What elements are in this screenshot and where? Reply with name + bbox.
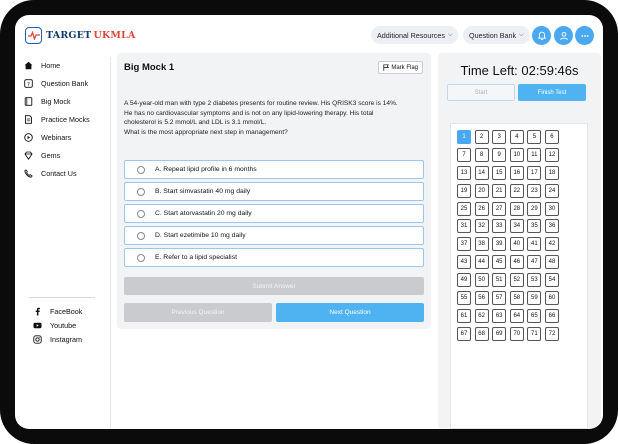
next-question-button[interactable]: Next Question	[276, 303, 424, 322]
brand-name-part1: TARGET	[46, 30, 92, 41]
sidebar-item-label: Gems	[41, 151, 61, 160]
question-number-button[interactable]: 9	[492, 148, 506, 162]
question-number-button[interactable]: 56	[475, 291, 489, 305]
sidebar	[15, 57, 111, 429]
sidebar-item-label: Practice Mocks	[41, 115, 90, 124]
question-number-button[interactable]: 31	[457, 219, 471, 233]
question-line: What is the most appropriate next step in management?	[124, 128, 288, 136]
question-number-button[interactable]: 27	[492, 202, 506, 216]
question-number-button[interactable]: 34	[510, 219, 524, 233]
question-number-button[interactable]: 52	[510, 273, 524, 287]
social-link-facebook[interactable]	[33, 307, 82, 316]
submit-answer-button[interactable]: Submit Answer	[124, 277, 424, 295]
question-number-button[interactable]: 51	[492, 273, 506, 287]
question-number-button[interactable]: 59	[527, 291, 541, 305]
question-number-button[interactable]: 44	[475, 255, 489, 269]
question-line: cholesterol is 5.2 mmol/L and LDL is 3.1 mmol/L.	[124, 119, 267, 126]
answer-option-e[interactable]	[124, 248, 424, 267]
question-number-button[interactable]: 71	[527, 327, 541, 341]
question-number-button[interactable]: 24	[545, 184, 559, 198]
more-button[interactable]	[575, 26, 594, 45]
sidebar-item-big-mock[interactable]	[24, 97, 71, 106]
question-number-button[interactable]: 1	[457, 130, 471, 144]
social-label: Instagram	[50, 335, 82, 344]
question-number-button[interactable]: 64	[510, 309, 524, 323]
time-left-display: Time Left: 02:59:46s	[460, 63, 579, 78]
question-number-button[interactable]: 12	[545, 148, 559, 162]
question-number-button[interactable]: 54	[545, 273, 559, 287]
question-number-button[interactable]: 5	[527, 130, 541, 144]
question-number-button[interactable]: 7	[457, 148, 471, 162]
test-navigator-panel	[438, 53, 601, 429]
question-number-button[interactable]: 35	[527, 219, 541, 233]
profile-button[interactable]	[554, 26, 573, 45]
sidebar-item-practice-mocks[interactable]	[24, 115, 90, 124]
brand-name-part2: UKMLA	[93, 30, 136, 41]
option-label: B. Start simvastatin 40 mg daily	[155, 188, 251, 195]
question-number-button[interactable]: 8	[475, 148, 489, 162]
question-navigator	[450, 123, 588, 429]
question-number-button[interactable]: 66	[545, 309, 559, 323]
question-number-button[interactable]: 38	[475, 237, 489, 251]
social-divider	[29, 297, 95, 298]
radio-button[interactable]	[137, 232, 145, 240]
brand-logo[interactable]	[25, 27, 136, 44]
previous-question-button[interactable]: Previous Question	[124, 303, 272, 322]
question-stem	[124, 99, 424, 137]
question-number-button[interactable]: 6	[545, 130, 559, 144]
question-number-button[interactable]: 10	[510, 148, 524, 162]
radio-button[interactable]	[137, 166, 145, 174]
question-number-button[interactable]: 72	[545, 327, 559, 341]
question-number-button[interactable]: 26	[475, 202, 489, 216]
sidebar-item-label: Question Bank	[41, 79, 89, 88]
question-number-button[interactable]: 49	[457, 273, 471, 287]
finish-test-button[interactable]: Finish Test	[518, 84, 586, 101]
radio-button[interactable]	[137, 254, 145, 262]
option-label: A. Repeat lipid profile in 6 months	[155, 166, 257, 173]
question-number-button[interactable]: 14	[475, 166, 489, 180]
question-bank-label: Question Bank	[469, 30, 517, 40]
question-number-button[interactable]: 32	[475, 219, 489, 233]
question-number-button[interactable]: 39	[492, 237, 506, 251]
question-number-button[interactable]: 67	[457, 327, 471, 341]
question-number-button[interactable]: 42	[545, 237, 559, 251]
question-number-button[interactable]: 55	[457, 291, 471, 305]
top-header	[15, 15, 603, 57]
notifications-button[interactable]	[532, 26, 551, 45]
sidebar-item-question-bank[interactable]	[24, 79, 88, 88]
user-icon	[559, 31, 569, 41]
mark-flag-label: Mark Flag	[391, 64, 418, 71]
answer-option-c[interactable]	[124, 204, 424, 223]
question-number-button[interactable]: 37	[457, 237, 471, 251]
question-number-button[interactable]: 57	[492, 291, 506, 305]
sidebar-item-contact-us[interactable]	[24, 169, 77, 178]
flag-icon	[383, 64, 389, 71]
question-number-button[interactable]: 20	[475, 184, 489, 198]
sidebar-item-label: Home	[41, 61, 61, 70]
svg-text:?: ?	[27, 81, 30, 88]
social-label: Youtube	[50, 321, 77, 330]
answer-option-b[interactable]	[124, 182, 424, 201]
more-icon	[580, 31, 590, 41]
question-number-button[interactable]: 2	[475, 130, 489, 144]
question-number-button[interactable]: 3	[492, 130, 506, 144]
question-number-button[interactable]: 58	[510, 291, 524, 305]
question-number-button[interactable]: 33	[492, 219, 506, 233]
question-number-button[interactable]: 61	[457, 309, 471, 323]
question-number-button[interactable]: 46	[510, 255, 524, 269]
social-label: FaceBook	[50, 307, 83, 316]
facebook-icon	[33, 307, 42, 316]
question-number-button[interactable]: 16	[510, 166, 524, 180]
question-number-button[interactable]: 13	[457, 166, 471, 180]
question-number-button[interactable]: 41	[527, 237, 541, 251]
page-title: Big Mock 1	[124, 62, 175, 73]
document-icon	[24, 115, 33, 124]
option-label: D. Start ezetimibe 10 mg daily	[155, 232, 246, 239]
phone-icon	[24, 169, 33, 178]
question-number-button[interactable]: 30	[545, 202, 559, 216]
question-number-button[interactable]: 43	[457, 255, 471, 269]
question-number-button[interactable]: 19	[457, 184, 471, 198]
question-number-button[interactable]: 29	[527, 202, 541, 216]
answer-option-a[interactable]	[124, 160, 424, 179]
question-number-button[interactable]: 36	[545, 219, 559, 233]
question-number-button[interactable]: 22	[510, 184, 524, 198]
question-number-button[interactable]: 70	[510, 327, 524, 341]
start-button[interactable]: Start	[447, 84, 515, 101]
chevron-down-icon: ⌵	[519, 31, 524, 38]
sidebar-item-label: Contact Us	[41, 169, 77, 178]
sidebar-item-home[interactable]	[24, 61, 60, 70]
additional-resources-label: Additional Resources	[377, 30, 445, 40]
question-number-button[interactable]: 23	[527, 184, 541, 198]
question-number-button[interactable]: 53	[527, 273, 541, 287]
sidebar-item-webinars[interactable]	[24, 133, 71, 142]
social-link-instagram[interactable]	[33, 335, 82, 344]
chevron-down-icon: ⌵	[447, 31, 453, 38]
gem-icon	[24, 151, 33, 160]
home-icon	[24, 61, 33, 70]
question-number-button[interactable]: 18	[545, 166, 559, 180]
question-panel	[117, 53, 431, 329]
additional-resources-dropdown[interactable]	[371, 26, 458, 44]
question-number-button[interactable]: 48	[545, 255, 559, 269]
question-line: A 54-year-old man with type 2 diabetes presents for routine review. His QRISK3 score is 14%.	[124, 100, 398, 107]
question-number-button[interactable]: 28	[510, 202, 524, 216]
app-screen	[15, 15, 603, 429]
mark-flag-button[interactable]	[378, 61, 423, 74]
question-number-button[interactable]: 63	[492, 309, 506, 323]
question-number-button[interactable]: 4	[510, 130, 524, 144]
question-number-button[interactable]: 15	[492, 166, 506, 180]
question-icon	[24, 79, 33, 88]
heartbeat-logo-icon	[25, 27, 42, 44]
option-label: E. Refer to a lipid specialist	[155, 254, 237, 261]
question-number-grid	[457, 130, 559, 341]
question-number-button[interactable]: 60	[545, 291, 559, 305]
option-label: C. Start atorvastatin 20 mg daily	[155, 210, 252, 217]
question-bank-dropdown[interactable]	[463, 26, 530, 44]
bell-icon	[537, 31, 547, 41]
question-number-button[interactable]: 21	[492, 184, 506, 198]
sidebar-item-label: Webinars	[41, 133, 72, 142]
question-number-button[interactable]: 11	[527, 148, 541, 162]
question-number-button[interactable]: 40	[510, 237, 524, 251]
brand-name	[46, 30, 136, 41]
question-number-button[interactable]: 65	[527, 309, 541, 323]
youtube-icon	[33, 321, 42, 330]
question-number-button[interactable]: 69	[492, 327, 506, 341]
question-number-button[interactable]: 17	[527, 166, 541, 180]
question-line: He has no cardiovascular symptoms and is not on any lipid-lowering therapy. His total	[124, 109, 374, 117]
instagram-icon	[33, 335, 42, 344]
social-link-youtube[interactable]	[33, 321, 76, 330]
question-number-button[interactable]: 45	[492, 255, 506, 269]
question-number-button[interactable]: 62	[475, 309, 489, 323]
question-number-button[interactable]: 68	[475, 327, 489, 341]
radio-button[interactable]	[137, 188, 145, 196]
question-number-button[interactable]: 50	[475, 273, 489, 287]
radio-button[interactable]	[137, 210, 145, 218]
question-number-button[interactable]: 47	[527, 255, 541, 269]
answer-option-d[interactable]	[124, 226, 424, 245]
sidebar-item-gems[interactable]	[24, 151, 60, 160]
question-number-button[interactable]: 25	[457, 202, 471, 216]
play-icon	[24, 133, 33, 142]
book-icon	[24, 97, 33, 106]
sidebar-item-label: Big Mock	[41, 97, 71, 106]
